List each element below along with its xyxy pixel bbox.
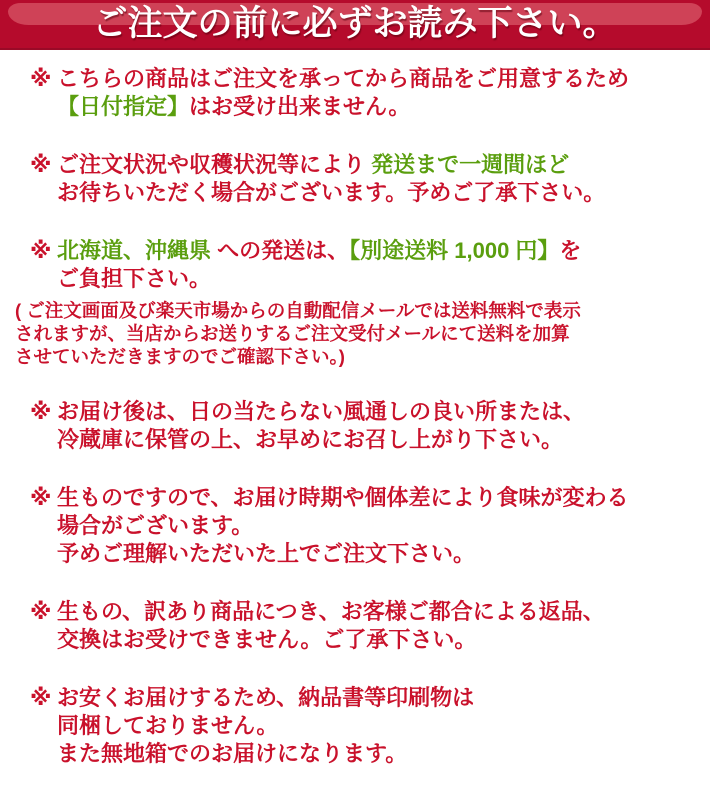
notice-text xyxy=(57,65,704,121)
text-segment: ご注文状況や収穫状況等により xyxy=(57,152,372,177)
notice-banner xyxy=(0,0,710,50)
text-segment: ご負担下さい。 xyxy=(57,266,212,291)
text-segment: 予めご理解いただいた上でご注文下さい。 xyxy=(57,541,476,566)
text-segment: 【別途送料 1,000 円】 xyxy=(349,238,560,263)
notice-item xyxy=(30,237,704,293)
text-segment: お安くお届けするため、納品書等印刷物は xyxy=(57,685,475,710)
notice-line xyxy=(57,712,704,740)
notice-line xyxy=(57,540,704,568)
text-segment: 場合がございます。 xyxy=(57,513,254,538)
notice-text xyxy=(57,484,704,568)
reference-mark: ※ xyxy=(30,66,52,91)
text-segment: お届け後は、日の当たらない風通しの良い所または、 xyxy=(57,399,586,424)
notice-line xyxy=(57,93,704,121)
text-segment: お待ちいただく場合がございます。予めご了承下さい。 xyxy=(57,180,606,205)
notice-line xyxy=(57,598,704,626)
notice-text xyxy=(57,598,704,654)
text-segment: 北海道、沖縄県 xyxy=(57,238,212,263)
notice-line xyxy=(57,398,704,426)
reference-mark: ※ xyxy=(30,238,52,263)
notice-line xyxy=(57,151,704,179)
notice-text xyxy=(57,237,704,293)
notice-item xyxy=(30,484,704,568)
page-title: ご注文の前に必ずお読み下さい。 xyxy=(92,4,618,43)
reference-mark: ※ xyxy=(30,399,52,424)
reference-mark: ※ xyxy=(30,599,52,624)
text-segment: 生ものですので、お届け時期や個体差により食味が変わる xyxy=(57,485,629,510)
text-segment: 同梱しておりません。 xyxy=(57,713,279,738)
reference-mark: ※ xyxy=(30,485,52,510)
text-segment: 発送まで一週間ほど xyxy=(371,152,570,177)
notice-line xyxy=(57,684,704,712)
text-segment: 【日付指定】 xyxy=(57,94,190,119)
note-line: されますが、当店からお送りするご注文受付メールにて送料を加算 xyxy=(15,323,570,344)
notice-line xyxy=(57,65,704,93)
text-segment: はお受け出来ません。 xyxy=(189,94,411,119)
reference-mark: ※ xyxy=(30,152,52,177)
notice-item xyxy=(30,151,704,207)
text-segment: 冷蔵庫に保管の上、お早めにお召し上がり下さい。 xyxy=(57,427,564,452)
note-line: させていただきますのでご確認下さい。) xyxy=(15,346,345,367)
text-segment: 生もの、訳あり商品につき、お客様ご都合による返品、 xyxy=(57,599,605,624)
notice-text xyxy=(57,398,704,454)
shipping-fee-note xyxy=(15,299,704,368)
notice-line xyxy=(57,265,704,293)
text-segment: への発送は、 xyxy=(211,238,350,263)
notice-line xyxy=(57,237,704,265)
notice-line xyxy=(57,512,704,540)
notice-list xyxy=(0,50,710,786)
text-segment: また無地箱でのお届けになります。 xyxy=(57,741,408,766)
text-segment: こちらの商品はご注文を承ってから商品をご用意するため xyxy=(57,66,630,91)
notice-item xyxy=(30,598,704,654)
notice-item xyxy=(30,398,704,454)
text-segment: 交換はお受けできません。ご了承下さい。 xyxy=(57,627,477,652)
notice-item xyxy=(30,65,704,121)
notice-line xyxy=(57,426,704,454)
notice-line xyxy=(57,626,704,654)
note-line: ( ご注文画面及び楽天市場からの自動配信メールでは送料無料で表示 xyxy=(15,300,581,321)
notice-line xyxy=(57,484,704,512)
notice-text xyxy=(57,684,704,768)
text-segment: を xyxy=(559,238,582,263)
notice-text xyxy=(57,151,704,207)
notice-item xyxy=(30,684,704,768)
notice-line xyxy=(57,740,704,768)
reference-mark: ※ xyxy=(30,685,52,710)
notice-line xyxy=(57,179,704,207)
